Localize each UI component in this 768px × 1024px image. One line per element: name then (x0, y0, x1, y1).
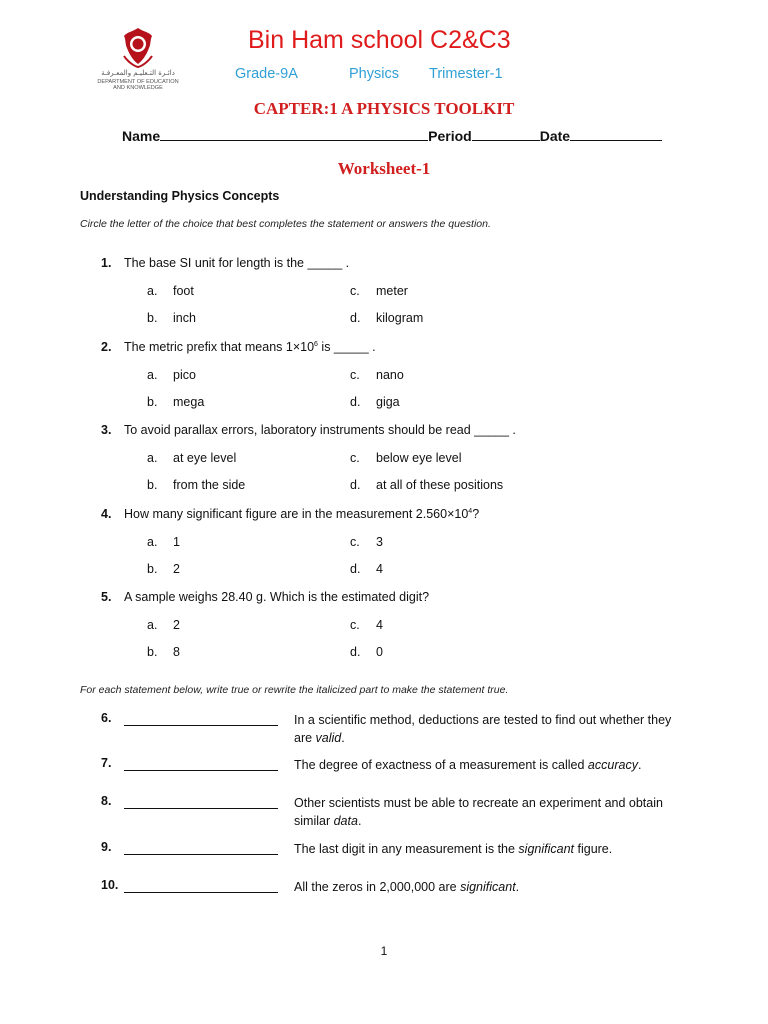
answer-option[interactable] (147, 562, 180, 576)
answer-blank[interactable] (124, 808, 278, 809)
option-text: 4 (376, 562, 383, 576)
option-letter: a. (147, 451, 158, 465)
option-letter: b. (147, 562, 158, 576)
italic-term: significant (460, 880, 516, 894)
option-letter: d. (350, 562, 361, 576)
option-letter: a. (147, 284, 158, 298)
mc-instruction: Circle the letter of the choice that best completes the statement or answers the question. (80, 218, 491, 230)
answer-option[interactable] (350, 284, 408, 298)
question-number: 2. (101, 340, 112, 354)
tf-instruction: For each statement below, write true or rewrite the italicized part to make the statement true. (80, 684, 509, 696)
answer-blank[interactable] (124, 854, 278, 855)
option-letter: c. (350, 535, 360, 549)
answer-option[interactable] (147, 311, 196, 325)
answer-option[interactable] (147, 451, 236, 465)
chapter-title: CAPTER:1 A PHYSICS TOOLKIT (253, 99, 515, 118)
option-text: at all of these positions (376, 478, 504, 492)
option-text: kilogram (376, 311, 424, 325)
exponent: 6 (314, 341, 318, 348)
question-text: A sample weighs 28.40 g. Which is the estimated digit? (124, 590, 430, 604)
student-info-line (122, 128, 662, 144)
answer-option[interactable] (350, 535, 383, 549)
answer-option[interactable] (147, 395, 204, 409)
option-text: 1 (173, 535, 180, 549)
italic-term: significant (518, 842, 575, 856)
worksheet-title: Worksheet-1 (337, 159, 431, 178)
logo-english-text (92, 79, 184, 92)
option-letter: c. (350, 284, 360, 298)
statement-number: 8. (101, 794, 112, 808)
subject-label: Physics (349, 66, 399, 82)
italic-term: valid (315, 731, 342, 745)
grade-label: Grade-9A (235, 66, 298, 82)
statement-number: 9. (101, 840, 112, 854)
option-letter: d. (350, 645, 361, 659)
answer-option[interactable] (147, 618, 180, 632)
italic-term: data (333, 814, 358, 828)
answer-option[interactable] (350, 618, 383, 632)
statement-number: 7. (101, 756, 112, 770)
statement-text: The degree of exactness of a measurement is called accuracy. (294, 758, 642, 772)
option-text: 2 (173, 618, 180, 632)
statement-text: Other scientists must be able to recreate an experiment and obtain similar data. (294, 796, 663, 828)
answer-option[interactable] (350, 451, 461, 465)
option-letter: b. (147, 478, 158, 492)
date-blank[interactable] (570, 140, 662, 141)
emblem-icon (118, 26, 158, 68)
period-blank[interactable] (472, 140, 540, 141)
option-letter: a. (147, 535, 158, 549)
option-letter: a. (147, 618, 158, 632)
option-letter: b. (147, 395, 158, 409)
answer-option[interactable] (147, 284, 194, 298)
question-number: 3. (101, 423, 112, 437)
option-text: 3 (376, 535, 383, 549)
option-text: 8 (173, 645, 180, 659)
question-number: 4. (101, 507, 112, 521)
name-blank[interactable] (160, 140, 428, 141)
term-label: Trimester-1 (429, 66, 503, 82)
answer-option[interactable] (147, 368, 196, 382)
exponent: 4 (468, 508, 473, 515)
school-title: Bin Ham school C2&C3 (248, 26, 511, 54)
italic-term: accuracy (587, 758, 638, 772)
page-number: 1 (380, 944, 388, 958)
option-text: foot (173, 284, 194, 298)
statement-text: All the zeros in 2,000,000 are significant. (294, 880, 520, 894)
option-letter: d. (350, 395, 361, 409)
answer-blank[interactable] (124, 770, 278, 771)
answer-blank[interactable] (124, 892, 278, 893)
option-letter: c. (350, 451, 360, 465)
statement-text: In a scientific method, deductions are tested to find out whether they are valid. (294, 713, 672, 745)
answer-option[interactable] (350, 395, 400, 409)
logo-english-line-1: DEPARTMENT OF EDUCATION (97, 79, 179, 85)
section-title: Understanding Physics Concepts (80, 189, 280, 203)
option-text: mega (173, 395, 205, 409)
option-text: from the side (173, 478, 246, 492)
answer-option[interactable] (350, 311, 423, 325)
option-text: meter (376, 284, 408, 298)
answer-option[interactable] (350, 368, 404, 382)
period-label: Period (428, 128, 472, 144)
logo-arabic-text: دائـرة التـعليـم والمعـرفـة (101, 69, 175, 77)
option-letter: b. (147, 645, 158, 659)
option-text: below eye level (376, 451, 462, 465)
statement-text: The last digit in any measurement is the significant figure. (294, 842, 613, 856)
question-text: The base SI unit for length is the _____ . (124, 256, 350, 270)
answer-blank[interactable] (124, 725, 278, 726)
logo-english-line-2: AND KNOWLEDGE (113, 85, 163, 92)
statement-number: 6. (101, 711, 112, 725)
option-text: inch (173, 311, 196, 325)
answer-option[interactable] (350, 478, 503, 492)
option-letter: d. (350, 311, 361, 325)
option-text: pico (173, 368, 196, 382)
option-letter: d. (350, 478, 361, 492)
option-letter: c. (350, 618, 360, 632)
option-text: giga (376, 395, 400, 409)
department-logo (92, 26, 184, 96)
name-label: Name (122, 128, 161, 144)
option-text: at eye level (173, 451, 237, 465)
option-text: 0 (376, 645, 383, 659)
option-letter: b. (147, 311, 158, 325)
answer-option[interactable] (147, 645, 180, 659)
option-text: 2 (173, 562, 180, 576)
question-text: How many significant figure are in the measurement $2.560\times 10^4$? (124, 507, 480, 521)
statement-number: 10. (101, 878, 119, 892)
date-label: Date (539, 128, 571, 144)
question-text: The metric prefix that means $1\times 10^6$ is _____ . (124, 340, 376, 354)
answer-option[interactable] (147, 478, 245, 492)
question-number: 1. (101, 256, 112, 270)
answer-option[interactable] (147, 535, 180, 549)
option-text: 4 (376, 618, 383, 632)
answer-option[interactable] (350, 645, 383, 659)
option-text: nano (376, 368, 404, 382)
question-number: 5. (101, 590, 112, 604)
option-letter: a. (147, 368, 158, 382)
option-letter: c. (350, 368, 360, 382)
answer-option[interactable] (350, 562, 383, 576)
question-text: To avoid parallax errors, laboratory instruments should be read _____ . (124, 423, 516, 437)
